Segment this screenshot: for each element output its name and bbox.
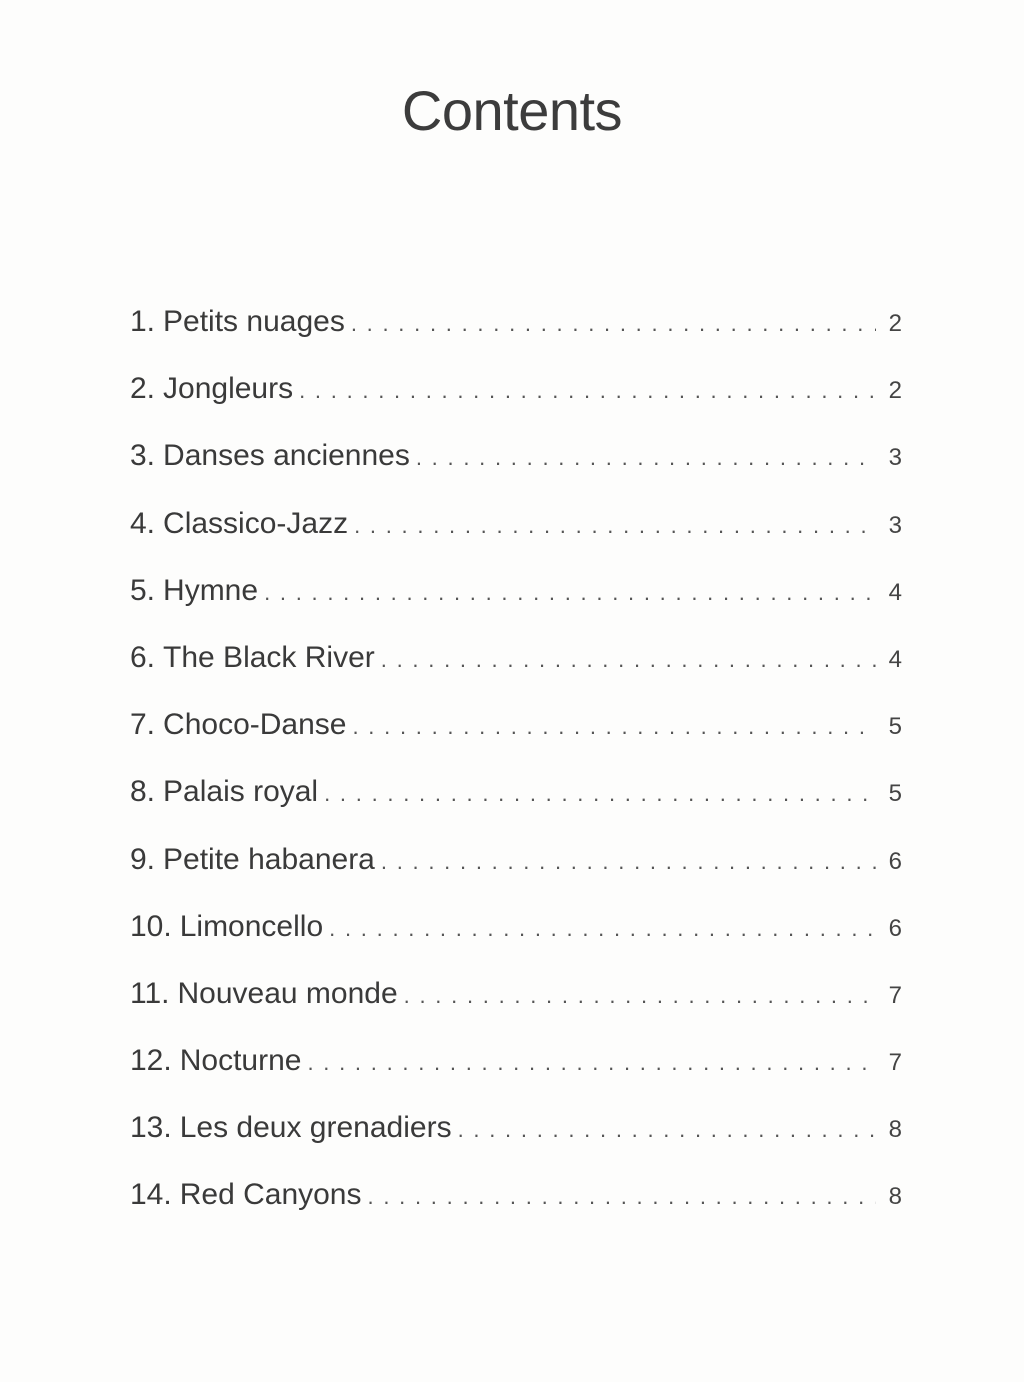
dot-leader — [458, 1108, 876, 1152]
page-number: 8 — [888, 1183, 902, 1211]
page-number: 7 — [888, 1049, 902, 1077]
entry-number: 12. — [130, 1044, 172, 1078]
page-number: 2 — [888, 310, 902, 337]
toc-entry — [130, 434, 902, 501]
entry-number: 7. — [130, 708, 156, 742]
toc-entry — [130, 502, 902, 569]
entry-title: Nouveau monde — [177, 976, 398, 1010]
entry-number: 6. — [130, 640, 156, 674]
dot-leader — [307, 1041, 876, 1085]
page-number: 8 — [888, 1116, 902, 1144]
entry-number: 13. — [130, 1111, 172, 1145]
entry-title: Petite habanera — [163, 842, 375, 876]
page-number: 3 — [888, 511, 902, 539]
toc-entry — [130, 905, 902, 972]
dot-leader — [354, 504, 876, 548]
toc-entry — [130, 367, 902, 434]
dot-leader — [416, 436, 876, 480]
toc-entry — [130, 838, 902, 905]
toc-entry — [130, 1106, 902, 1173]
dot-leader — [329, 907, 876, 951]
toc-entry — [130, 972, 902, 1039]
dot-leader — [351, 302, 876, 346]
dot-leader — [381, 638, 876, 682]
toc-entry — [130, 1173, 902, 1240]
dot-leader — [352, 705, 876, 749]
dot-leader — [324, 772, 876, 816]
page-number: 2 — [888, 377, 902, 405]
entry-number: 8. — [130, 775, 156, 809]
entry-number: 5. — [130, 573, 156, 607]
page-number: 5 — [888, 713, 902, 741]
entry-title: Petits nuages — [163, 305, 345, 338]
entry-title: Red Canyons — [179, 1178, 362, 1212]
toc-entry — [130, 770, 902, 837]
dot-leader — [264, 571, 876, 615]
entry-title: Choco-Danse — [163, 708, 347, 742]
entry-number: 1. — [130, 305, 156, 338]
page-title: Contents — [401, 79, 623, 142]
entry-number: 11. — [130, 976, 170, 1010]
toc-entry — [130, 300, 902, 367]
entry-title: Nocturne — [179, 1044, 302, 1078]
entry-number: 4. — [130, 506, 156, 540]
entry-title: Limoncello — [179, 909, 324, 943]
dot-leader — [299, 369, 876, 413]
page-number: 3 — [888, 444, 902, 472]
entry-title: Palais royal — [163, 775, 319, 809]
entry-number: 14. — [130, 1178, 172, 1212]
toc-entry — [130, 636, 902, 703]
page-number: 4 — [888, 645, 902, 673]
entry-title: Jongleurs — [163, 372, 294, 406]
table-of-contents — [130, 300, 902, 1241]
toc-entry — [130, 703, 902, 770]
entry-title: Hymne — [163, 573, 259, 607]
entry-number: 9. — [130, 842, 156, 876]
entry-number: 10. — [130, 909, 172, 943]
entry-number: 2. — [130, 372, 156, 406]
entry-title: Les deux grenadiers — [179, 1111, 452, 1145]
dot-leader — [404, 974, 876, 1018]
entry-title: Classico-Jazz — [163, 506, 349, 540]
page-number: 6 — [888, 847, 902, 875]
page-number: 6 — [888, 914, 902, 942]
page-number: 5 — [888, 780, 902, 808]
page-number: 4 — [888, 578, 902, 606]
toc-entry — [130, 1039, 902, 1106]
dot-leader — [368, 1175, 877, 1219]
toc-entry — [130, 569, 902, 636]
entry-title: Danses anciennes — [163, 439, 410, 473]
dot-leader — [381, 840, 876, 884]
entry-number: 3. — [130, 439, 156, 473]
entry-title: The Black River — [163, 640, 375, 674]
page-number: 7 — [888, 981, 902, 1009]
